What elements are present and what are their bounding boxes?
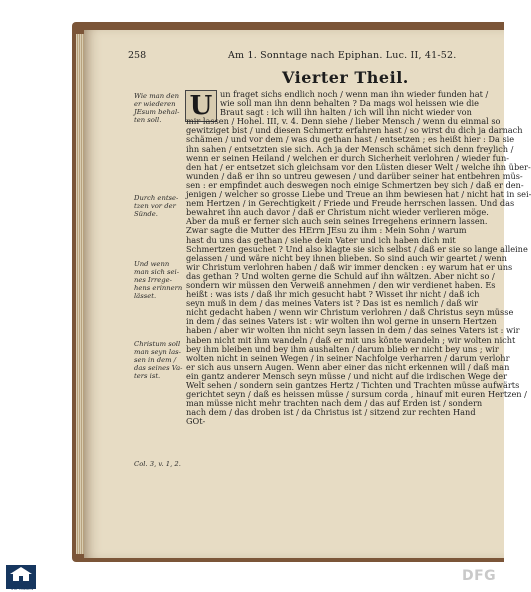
- text-line: wunden / daß er ihn so untreu gewesen / und darüber seiner hat entbehren müs-: [186, 170, 523, 181]
- margin-note: [134, 260, 186, 300]
- margin-note-line: JEsum behal-: [134, 108, 180, 116]
- margin-note: [134, 194, 186, 218]
- chapter-heading: Vierter Theil.: [282, 68, 409, 87]
- text-line: bey ihm bleiben und bey ihm aushalten / darum blieb er nicht bey uns ; wir: [186, 343, 499, 354]
- left-logo-text: FRANCKESCHE STIFTUNGEN: [9, 583, 35, 591]
- house-icon: [6, 565, 36, 583]
- text-line: das gethan ? Und wolten gerne die Schuld auf ihn wältzen. Aber nicht so /: [186, 270, 495, 281]
- margin-note-line: ten soll.: [134, 116, 162, 124]
- text-line: haben / aber wir wolten ihn nicht seyn lassen in dem / das seines Vaters ist : wir: [186, 325, 520, 336]
- text-line: man müsse nicht mehr trachten nach dem / das auf Erden ist / sondern: [186, 398, 483, 409]
- margin-note-line: tzen vor der: [134, 202, 176, 210]
- text-line: Zwar sagte die Mutter des HErrn JEsu zu ihm : Mein Sohn / warum: [186, 225, 467, 236]
- text-line: Aber da muß er ferner sich auch sein seines Irregehens erinnern lassen.: [186, 216, 488, 227]
- text-line: Welt sehen / sondern sein gantzes Hertz / Tichten und Trachten müsse aufwärts: [186, 380, 520, 390]
- page-number: 258: [128, 50, 147, 61]
- margin-note-line: Christum soll: [134, 340, 181, 348]
- dfg-logo: DFG: [462, 568, 497, 584]
- text-line: ein gantz anderer Mensch seyn müsse / und nicht auf die irdischen Wege der: [186, 370, 508, 381]
- margin-note-line: lässet.: [134, 292, 157, 300]
- text-line: Braut sagt : ich will ihn halten / ich will ihn nicht wieder von: [220, 107, 472, 118]
- running-header: [128, 50, 498, 64]
- text-line: wie soll man ihn denn behalten ? Da mags wol heissen wie die: [220, 98, 479, 109]
- margin-note-line: Sünde.: [134, 210, 158, 218]
- text-line: seyn muß in dem / das meines Vaters ist ? Das ist es nemlich / daß wir: [186, 298, 478, 309]
- text-line: gerichtet seyn / daß es heissen müsse / sursum corda , hinauf mit euren Hertzen /: [186, 389, 527, 400]
- margin-note: [134, 92, 186, 124]
- margin-note-line: ters ist.: [134, 372, 161, 380]
- text-line: nem Hertzen / in Gerechtigkeit / Friede und Freude herrschen lassen. Und das: [186, 198, 515, 209]
- margin-note-line: sen in dem /: [134, 356, 177, 364]
- margin-note-line: Und wenn: [134, 260, 170, 268]
- text-line: bewahret ihn auch davor / daß er Christum nicht wieder verlieren möge.: [186, 207, 489, 218]
- margin-note-line: nes Irrege-: [134, 276, 172, 284]
- text-line: haben nicht mit ihm wandeln / daß er mit uns könte wandeln ; wir wolten nicht: [186, 334, 516, 345]
- text-line: GOt-: [186, 416, 206, 427]
- text-line: den hat / er entsetzet sich gleichsam vor den Lüsten dieser Welt / welche ihn über-: [186, 161, 531, 172]
- margin-note: [134, 460, 186, 468]
- text-line: wir Christum verlohren haben / daß wir immer dencken : ey warum hat er uns: [186, 261, 513, 272]
- text-line: sondern wir müssen den Verweiß annehmen / den wir verdienet haben. Es: [186, 279, 496, 290]
- text-line: gelassen / und wäre nicht bey ihnen blieben. So sind auch wir geartet / wenn: [186, 252, 507, 263]
- text-line: Schmertzen gesuchet ? Und also klagte sie sich selbst / daß er sie so lange alleine: [186, 243, 528, 254]
- text-line: nicht gedacht haben / wenn wir Christum verlohren / daß Christus seyn müsse: [186, 307, 514, 318]
- text-line: hast du uns das gethan / siehe dein Vater und ich haben dich mit: [186, 234, 456, 245]
- text-line: ihn sahen / entsetzten sie sich. Ach ja der Mensch schämet sich denn freylich /: [186, 143, 514, 154]
- margin-note-line: Wie man den: [134, 92, 180, 100]
- footer-bar: [0, 564, 504, 592]
- body-text: [186, 89, 531, 427]
- margin-note-line: das seines Va-: [134, 364, 183, 372]
- text-line: schämen / und vor dem / was du gethan hast / entsetzen ; es heißt hier : Da sie: [186, 134, 515, 145]
- margin-note-line: Col. 3, v. 1, 2.: [134, 460, 181, 468]
- text-line: mir lassen / Hohel. III, v. 4. Denn siehe / lieber Mensch / wenn du einmal so: [186, 116, 501, 127]
- text-line: nach dem / das droben ist / da Christus ist / sitzend zur rechten Hand: [186, 407, 476, 418]
- margin-note-line: er wiederen: [134, 100, 176, 108]
- margin-note-line: hens erinnern: [134, 284, 183, 292]
- margin-note-line: man seyn las-: [134, 348, 181, 356]
- text-line: jenigen / welcher so grosse Liebe und Treue an ihm bewiesen hat / nicht hat in sei-: [186, 189, 531, 200]
- margin-note-line: Durch entse-: [134, 194, 179, 202]
- text-line: un fraget sichs endlich noch / wenn man ihn wieder funden hat /: [220, 89, 489, 99]
- text-line: wolten nicht in seinen Wegen / in seiner Nachfolge verharren / darum verlohr: [186, 352, 510, 363]
- margin-note: [134, 340, 186, 380]
- text-line: sen : er empfindet auch deswegen noch einige Schmertzen bey sich / daß er den-: [186, 179, 524, 190]
- header-title: Am 1. Sonntage nach Epiphan. Luc. II, 41-52.: [228, 50, 457, 61]
- text-line: er sich aus unsern Augen. Wenn aber einer das nicht erkennen will / daß man: [186, 361, 510, 372]
- text-line: wenn er seinen Heiland / welchen er durch Sicherheit verlohren / wieder fun-: [186, 152, 510, 163]
- text-line: gewitziget bist / und diesen Schmertz erfahren hast / so wirst du dich ja darnach: [186, 125, 523, 136]
- margin-note-line: man sich sei-: [134, 268, 180, 276]
- text-line: heißt : was ists / daß ihr mich gesucht habt ? Wisset ihr nicht / daß ich: [186, 289, 480, 300]
- initial-letter: U: [185, 90, 217, 122]
- text-line: in dem / das seines Vaters ist : wir wolten ihn wol gerne in unsern Hertzen: [186, 316, 497, 327]
